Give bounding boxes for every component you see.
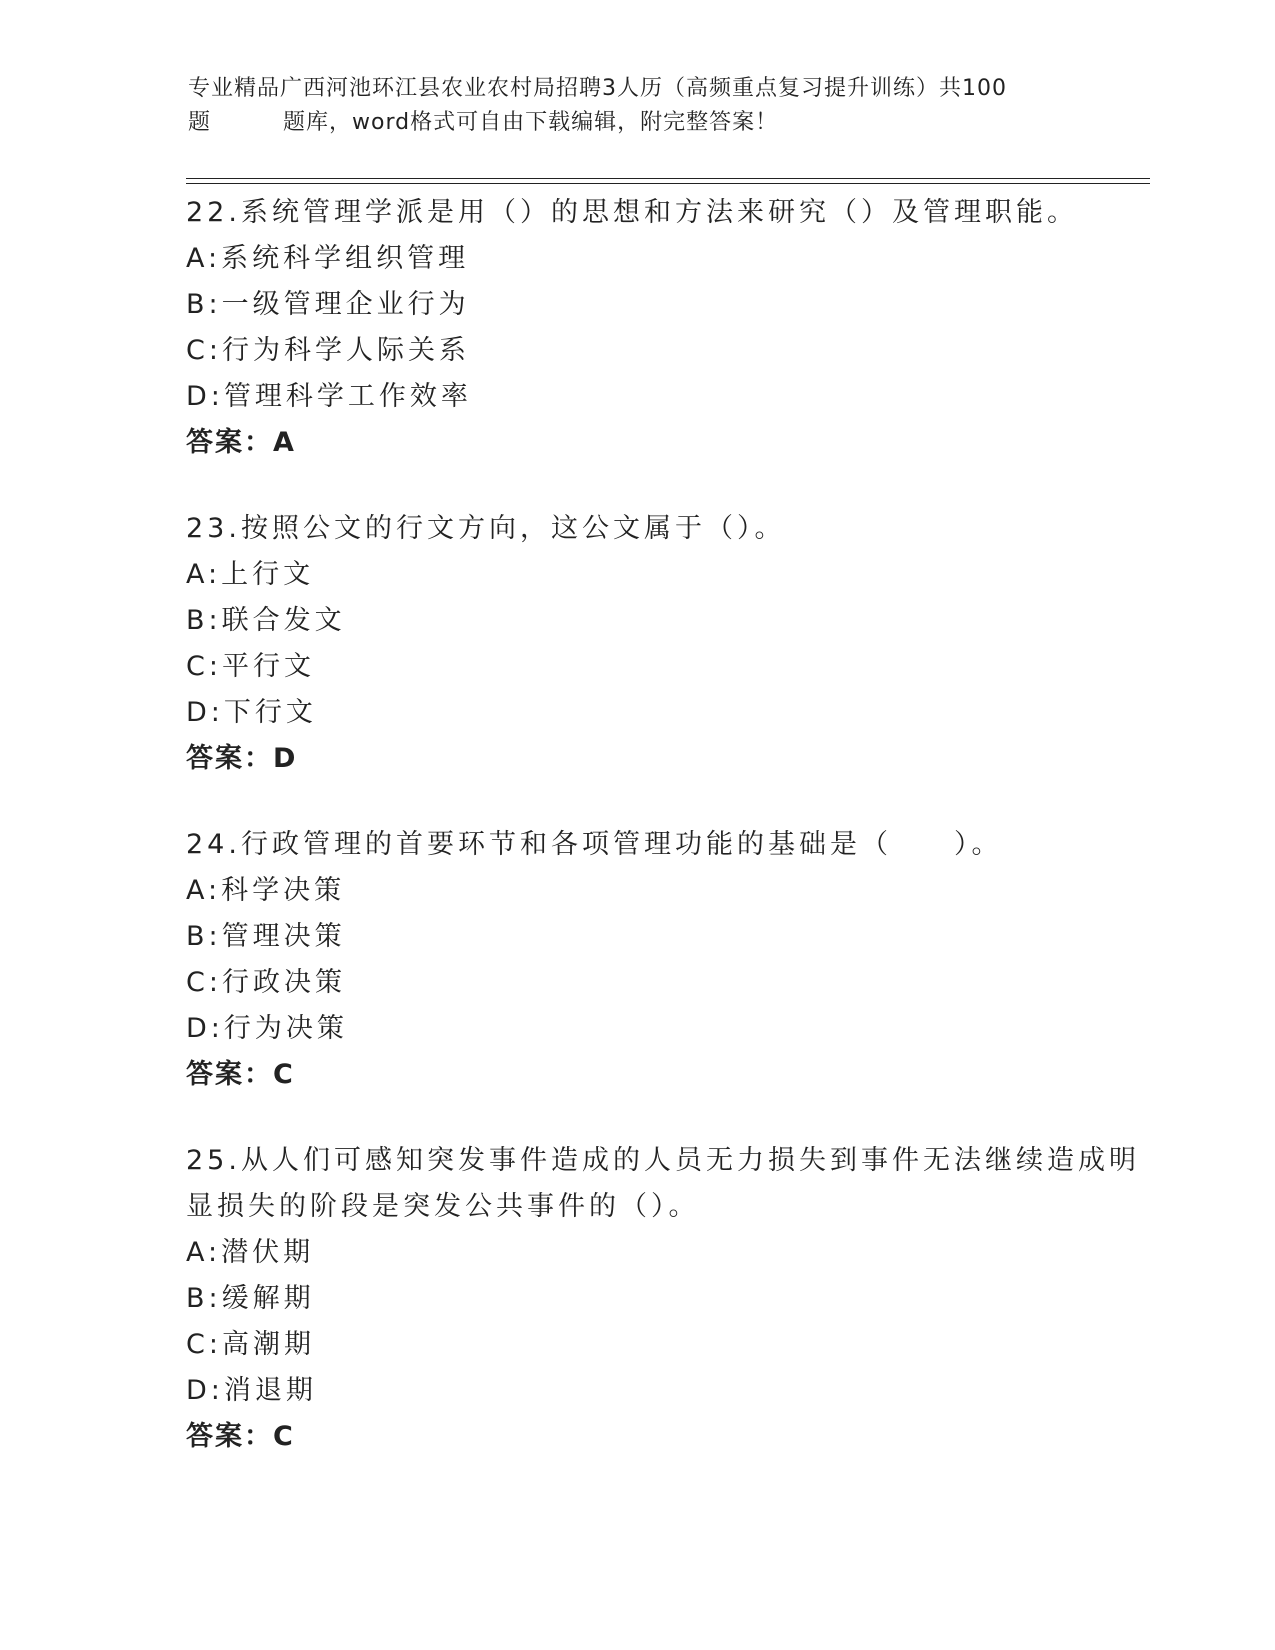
header-line-1: 专业精品广西河池环江县农业农村局招聘3人历（高频重点复习提升训练）共100 [188, 76, 1007, 101]
question-22 [186, 190, 1086, 466]
answer-line: 答案：D [186, 743, 298, 774]
option-a: A:科学决策 [186, 875, 346, 906]
option-c: C:平行文 [186, 651, 315, 682]
answer-line: 答案：C [186, 1059, 295, 1090]
option-d: D:下行文 [186, 697, 317, 728]
option-d: D:管理科学工作效率 [186, 381, 472, 412]
header-line-2 [188, 106, 1088, 140]
option-c: C:行政决策 [186, 967, 346, 998]
option-c: C:行为科学人际关系 [186, 335, 470, 366]
question-stem-line-1: 25.从人们可感知突发事件造成的人员无力损失到事件无法继续造成明 [186, 1145, 1140, 1176]
option-a: A:上行文 [186, 559, 315, 590]
option-b: B:管理决策 [186, 921, 346, 952]
header-divider-top [186, 178, 1150, 179]
header-line-2-prefix: 题 [188, 110, 212, 135]
option-a: A:潜伏期 [186, 1237, 315, 1268]
answer-line: 答案：C [186, 1421, 295, 1452]
option-d: D:消退期 [186, 1375, 317, 1406]
question-stem: 23.按照公文的行文方向，这公文属于（）。 [186, 513, 786, 544]
question-stem: 24.行政管理的首要环节和各项管理功能的基础是（ ）。 [186, 829, 1003, 860]
header-divider-bottom [186, 183, 1150, 184]
question-23 [186, 506, 1086, 782]
option-b: B:缓解期 [186, 1283, 315, 1314]
option-c: C:高潮期 [186, 1329, 315, 1360]
question-list [186, 190, 1140, 1500]
question-24 [186, 822, 1086, 1098]
answer-line: 答案：A [186, 427, 296, 458]
document-header [188, 72, 1088, 140]
question-stem-line-2: 显损失的阶段是突发公共事件的（）。 [186, 1191, 700, 1222]
header-line-2-text: 题库，word格式可自由下载编辑，附完整答案！ [283, 110, 779, 135]
question-25 [186, 1138, 1140, 1460]
option-b: B:一级管理企业行为 [186, 289, 470, 320]
option-d: D:行为决策 [186, 1013, 348, 1044]
question-stem: 22.系统管理学派是用（）的思想和方法来研究（）及管理职能。 [186, 197, 1078, 228]
option-a: A:系统科学组织管理 [186, 243, 470, 274]
option-b: B:联合发文 [186, 605, 346, 636]
